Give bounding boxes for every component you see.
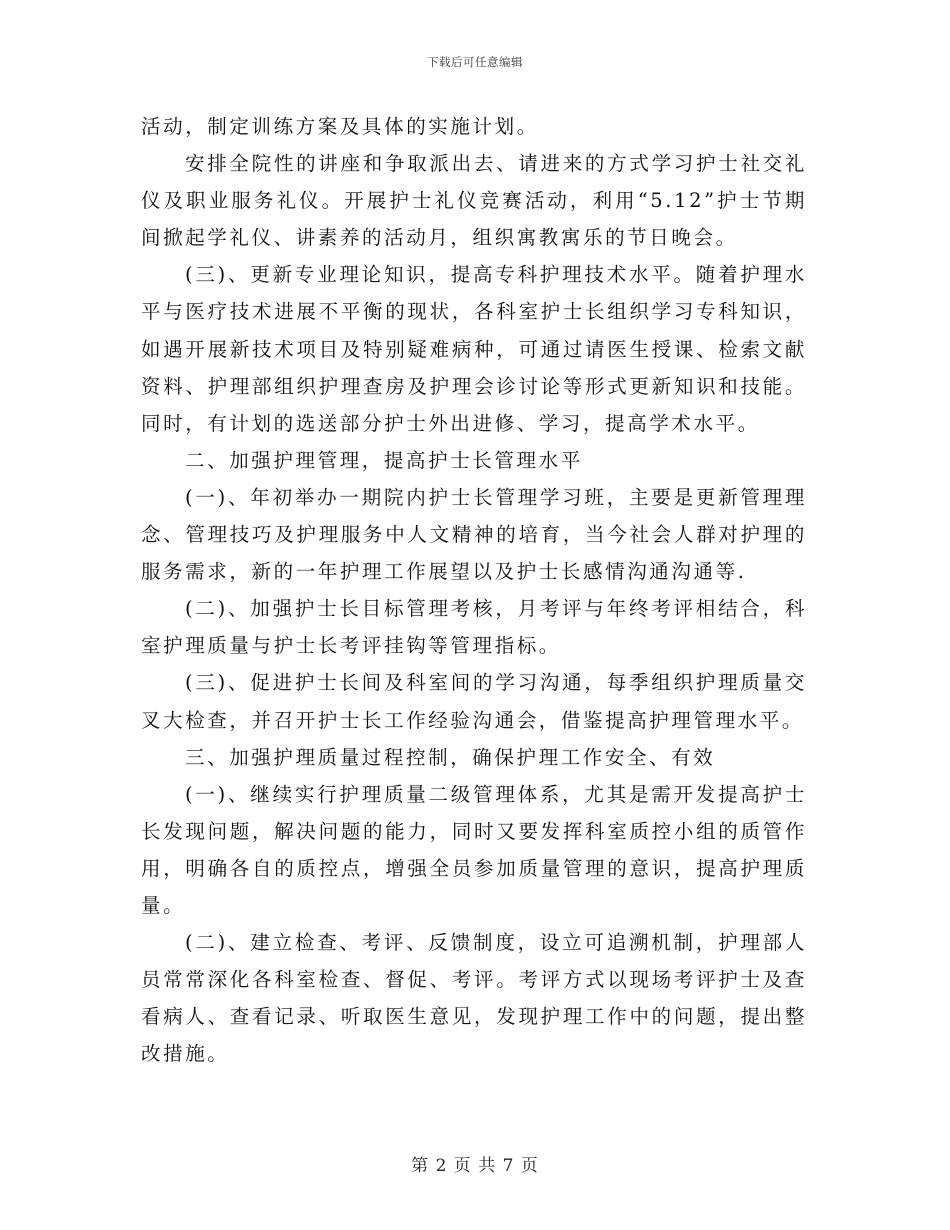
paragraph-specialty-knowledge: (三)、更新专业理论知识，提高专科护理技术水平。随着护理水平与医疗技术进展不平衡的现状，各科室护士长组织学习专科知识，如遇开展新技术项目及特别疑难病种，可通过请医生授课、检索文献资料、护理部组织护理查房及护理会诊讨论等形式更新知识和技能。同时，有计划的选送部分护士外出进修、学习，提高学术水平。: [141, 263, 807, 435]
section-heading-management: 二、加强护理管理，提高护士长管理水平: [185, 448, 583, 472]
paragraph-etiquette: 安排全院性的讲座和争取派出去、请进来的方式学习护士社交礼仪及职业服务礼仪。开展护士礼仪竞赛活动，利用“5.12”护士节期间掀起学礼仪、讲素养的活动月，组织寓教寓乐的节日晚会。: [141, 152, 807, 250]
header-note: 下载后可任意编辑: [427, 55, 523, 69]
document-body: [141, 108, 807, 1072]
paragraph-quality-system: (一)、继续实行护理质量二级管理体系，尤其是需开发提高护士长发现问题，解决问题的能力，同时又要发挥科室质控小组的质管作用，明确各自的质控点，增强全员参加质量管理的意识，提高护理质量。: [141, 782, 807, 917]
paragraph-target-assessment: (二)、加强护士长目标管理考核，月考评与年终考评相结合，科室护理质量与护士长考评挂钩等管理指标。: [141, 597, 807, 658]
section-heading-quality-control: 三、加强护理质量过程控制，确保护理工作安全、有效: [185, 745, 716, 769]
paragraph-inspection-system: (二)、建立检查、考评、反馈制度，设立可追溯机制，护理部人员常常深化各科室检查、督促、考评。考评方式以现场考评护士及查看病人、查看记录、听取医生意见，发现护理工作中的问题，提出整改措施。: [141, 931, 807, 1066]
page-number: 第 2 页 共 7 页: [411, 1156, 539, 1176]
paragraph-communication: (三)、促进护士长间及科室间的学习沟通，每季组织护理质量交叉大检查，并召开护士长工作经验沟通会，借鉴提高护理管理水平。: [141, 671, 807, 732]
paragraph-activity-plan: 活动，制定训练方案及具体的实施计划。: [141, 115, 539, 138]
paragraph-training-class: (一)、年初举办一期院内护士长管理学习班，主要是更新管理理念、管理技巧及护理服务中人文精神的培育，当今社会人群对护理的服务需求，新的一年护理工作展望以及护士长感情沟通沟通等.: [141, 485, 807, 584]
